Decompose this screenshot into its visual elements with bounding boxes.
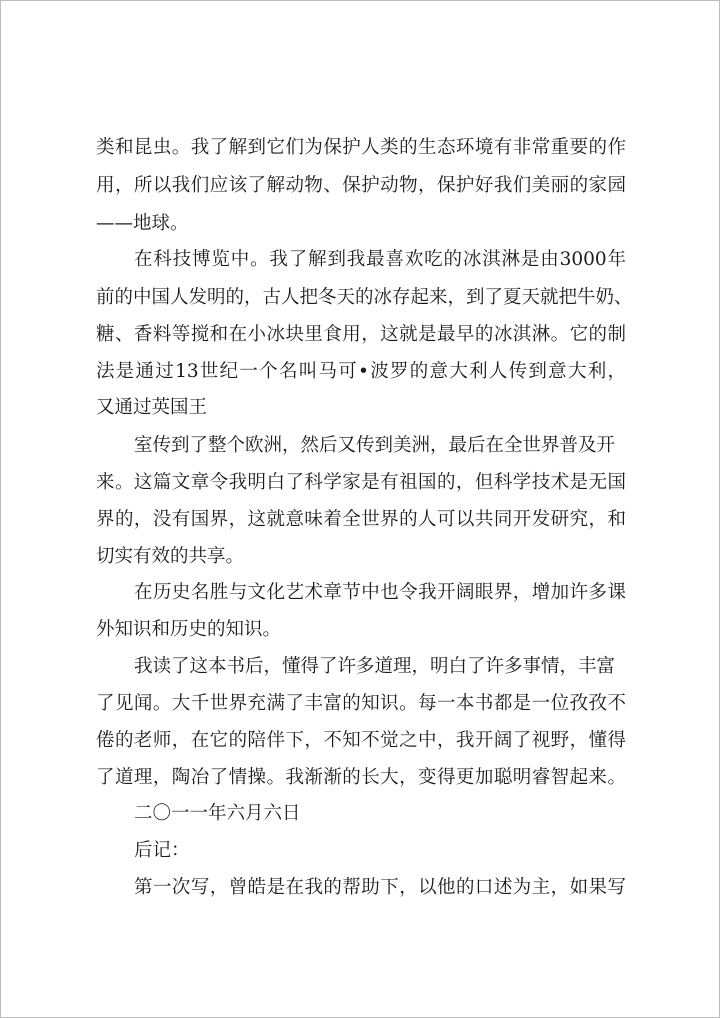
text-line: ——地球。: [96, 213, 189, 234]
text-line: 前的中国人发明的，古人把冬天的冰存起来，到了夏天就把牛奶、: [96, 287, 633, 308]
paragraph-first-line: 室传到了整个欧洲，然后又传到美洲，最后在全世界普及开: [134, 435, 616, 456]
text-line: 了见闻。大千世界充满了丰富的知识。每一本书都是一位孜孜不: [96, 693, 626, 714]
text-line: 了道理，陶冶了情操。我渐渐的长大，变得更加聪明睿智起来。: [96, 767, 626, 788]
text-line: 类和昆虫。我了解到它们为保护人类的生态环境有非常重要的作: [96, 137, 626, 158]
date-line: 二〇一一年六月六日: [134, 803, 301, 824]
text-line: 法是通过13世纪一个名叫马可•波罗的意大利人传到意大利，: [96, 361, 626, 382]
paragraph-first-line: 我读了这本书后，懂得了许多道理，明白了许多事情，丰富: [134, 656, 616, 677]
text-line: 界的，没有国界，这就意味着全世界的人可以共同开发研究，和: [96, 509, 626, 530]
text-line: 用，所以我们应该了解动物、保护动物，保护好我们美丽的家园: [96, 175, 626, 196]
text-line: 倦的老师，在它的陪伴下，不知不觉之中，我开阔了视野，懂得: [96, 730, 626, 751]
afterword-heading: 后记：: [134, 840, 190, 861]
text-line: 来。这篇文章令我明白了科学家是有祖国的，但科学技术是无国: [96, 472, 626, 493]
paragraph-first-line: 在历史名胜与文化艺术章节中也令我开阔眼界，增加许多课: [134, 582, 626, 603]
text-line: 糖、香料等搅和在小冰块里食用，这就是最早的冰淇淋。它的制: [96, 324, 626, 345]
text-line: 又通过英国王: [96, 397, 208, 418]
paragraph-first-line: 第一次写，曾皓是在我的帮助下，以他的口述为主，如果写: [134, 877, 626, 898]
text-line: 切实有效的共享。: [96, 546, 245, 567]
paragraph-first-line: 在科技博览中。我了解到我最喜欢吃的冰淇淋是由3000年: [134, 249, 626, 270]
text-line: 外知识和历史的知识。: [96, 619, 282, 640]
